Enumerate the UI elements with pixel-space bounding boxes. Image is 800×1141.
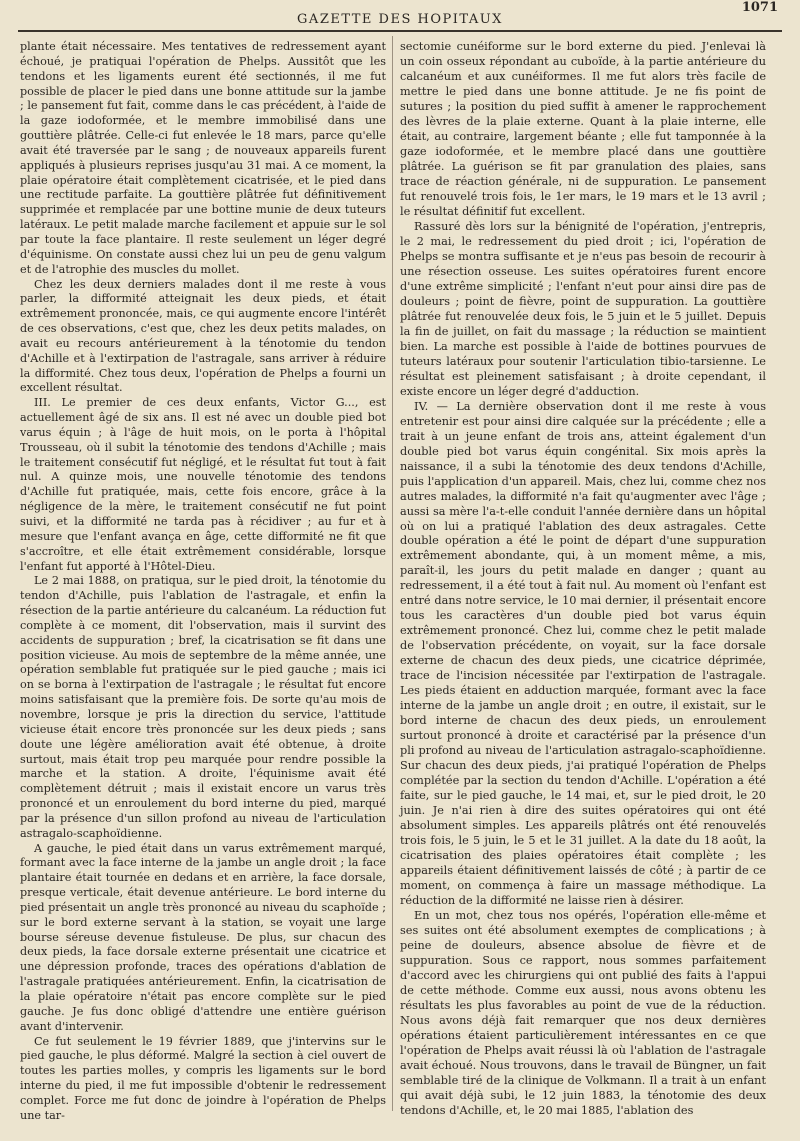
paragraph: Chez les deux derniers malades dont il me reste à vous parler, la difformité atteignait les deux pieds, et était extrêmement prononcée, mais, ce qui augmente encore l'intérêt de ces observations, c'est que, chez les deux petits malades, on avait eu recours antérieurement à la ténotomie du tendon d'Achille et à l'extirpation de l'astragale, sans arriver à réduire la difformité. Chez tous deux, l'opération de Phelps a fourni un excellent résultat. bbox=[20, 277, 386, 395]
left-column bbox=[20, 40, 386, 1124]
header-rule bbox=[18, 30, 782, 32]
column-divider bbox=[392, 36, 393, 1111]
journal-title: GAZETTE DES HOPITAUX bbox=[297, 12, 503, 27]
paragraph: IV. — La dernière observation dont il me reste à vous entretenir est pour ainsi dire calquée sur la précédente ; elle a trait à un jeune enfant de trois ans, atteint également d'un double pied bot varus équin congénital. Six mois après la naissance, il a subi la ténotomie des deux tendons d'Achille, puis l'application d'un appareil. Mais, chez lui, comme chez nos autres malades, la difformité n'a fait qu'augmenter avec l'âge ; aussi sa mère l'a-t-elle conduit l'année dernière dans un hôpital où on lui a pratiqué l'ablation des deux astragales. Cette double opération a été le point de départ d'une suppuration extrêmement abondante, qui, à un moment même, a mis, paraît-il, les jours du petit malade en danger ; quant au redressement, il a été tout à fait nul. Au moment où l'enfant est entré dans notre service, le 10 mai dernier, il présentait encore tous les caractères d'un double pied bot varus équin extrêmement prononcé. Chez lui, comme chez le petit malade de l'observation précédente, on voyait, sur la face dorsale externe de chacun des deux pieds, une cicatrice déprimée, trace de l'incision nécessitée par l'extirpation de l'astragale. Les pieds étaient en adduction marquée, formant avec la face interne de la jambe un angle droit ; en outre, il existait, sur le bord interne de chacun des deux pieds, un enroulement surtout prononcé à droite et caractérisé par la présence d'un pli profond au niveau de l'articulation astragalo-scaphoïdienne. Sur chacun des deux pieds, j'ai pratiqué l'opération de Phelps complétée par la section du tendon d'Achille. L'opération a été faite, sur le pied gauche, le 14 mai, et, sur le pied droit, le 20 juin. Je n'ai rien à dire des suites opératoires qui ont été absolument simples. Les appareils plâtrés ont été renouvelés trois fois, le 5 juin, le 5 et le 31 juillet. A la date du 18 août, la cicatrisation des plaies opératoires était complète ; les appareils étaient définitivement laissés de côté ; à partir de ce moment, on commença à faire un massage méthodique. La réduction de la difformité ne laisse rien à désirer. bbox=[400, 399, 766, 908]
paragraph: III. Le premier de ces deux enfants, Victor G..., est actuellement âgé de six ans. Il est né avec un double pied bot varus équin ; à l'âge de huit mois, on le porta à l'hôpital Trousseau, où il subit la ténotomie des tendons d'Achille ; mais le traitement consécutif fut négligé, et le résultat fut tout à fait nul. A quinze mois, une nouvelle ténotomie des tendons d'Achille fut pratiquée, mais, cette fois encore, grâce à la négligence de la mère, le traitement consécutif ne fut point suivi, et la difformité ne tarda pas à récidiver ; au fur et à mesure que l'enfant avança en âge, cette difformité ne fit que s'accroître, et elle était extrêmement considérable, lorsque l'enfant fut apporté à l'Hôtel-Dieu. bbox=[20, 396, 386, 573]
paragraph: plante était nécessaire. Mes tentatives de redressement ayant échoué, je pratiquai l'opération de Phelps. Aussitôt que les tendons et les ligaments eurent été sectionnés, il me fut possible de placer le pied dans une bonne attitude sur la jambe ; le pansement fut fait, comme dans le cas précédent, à l'aide de la gaze iodoformée, et le membre immobilisé dans une gouttière plâtrée. Celle-ci fut enlevée le 18 mars, parce qu'elle avait été traversée par le sang ; de nouveaux appareils furent appliqués à plusieurs reprises jusqu'au 31 mai. A ce moment, la plaie opératoire était complètement cicatrisée, et le pied dans une rectitude parfaite. La gouttière plâtrée fut définitivement supprimée et remplacée par une bottine munie de deux tuteurs latéraux. Le petit malade marche facilement et appuie sur le sol par toute la face plantaire. Il reste seulement un léger degré d'équinisme. On constate aussi chez lui un peu de genu valgum et de l'atrophie des muscles du mollet. bbox=[20, 40, 386, 276]
paragraph: Le 2 mai 1888, on pratiqua, sur le pied droit, la ténotomie du tendon d'Achille, puis l'ablation de l'astragale, et enfin la résection de la partie antérieure du calcanéum. La réduction fut complète à ce moment, dit l'observation, mais il survint des accidents de suppuration ; bref, la cicatrisation se fit dans une position vicieuse. Au mois de septembre de la même année, une opération semblable fut pratiquée sur le pied gauche ; mais ici on se borna à l'extirpation de l'astragale ; le résultat fut encore moins satisfaisant que la première fois. De sorte qu'au mois de novembre, lorsque je pris la direction du service, l'attitude vicieuse était encore très prononcée sur les deux pieds ; sans doute une légère amélioration avait été obtenue, à droite surtout, mais était trop peu marquée pour rendre possible la marche et la station. A droite, l'équinisme avait été complètement détruit ; mais il existait encore un varus très prononcé et un enroulement du bord interne du pied, marqué par la présence d'un sillon profond au niveau de l'articulation astragalo-scaphoïdienne. bbox=[20, 574, 386, 840]
page-number: 1071 bbox=[741, 0, 778, 15]
paragraph: En un mot, chez tous nos opérés, l'opération elle-même et ses suites ont été absolument exemptes de complications ; à peine de douleurs, absence absolue de fièvre et de suppuration. Sous ce rapport, nous sommes parfaitement d'accord avec les chirurgiens qui ont publié des faits à l'appui de cette méthode. Comme eux aussi, nous avons obtenu les résultats les plus favorables au point de vue de la réduction. Nous avons déjà fait remarquer que nos deux dernières opérations étaient particulièrement intéressantes en ce que l'opération de Phelps avait réussi là où l'ablation de l'astragale avait échoué. Nous trouvons, dans le travail de Büngner, un fait semblable tiré de la clinique de Volkmann. Il a trait à un enfant qui avait déjà subi, le 12 juin 1883, la ténotomie des deux tendons d'Achille, et, le 20 mai 1885, l'ablation des bbox=[400, 909, 766, 1117]
right-column bbox=[400, 40, 766, 1119]
paragraph: Ce fut seulement le 19 février 1889, que j'intervins sur le pied gauche, le plus déformé. Malgré la section à ciel ouvert de toutes les parties molles, y compris les ligaments sur le bord interne du pied, il me fut impossible d'obtenir le redressement complet. Force me fut donc de joindre à l'opération de Phelps une tar- bbox=[20, 1034, 386, 1122]
paragraph: Rassuré dès lors sur la bénignité de l'opération, j'entrepris, le 2 mai, le redressement du pied droit ; ici, l'opération de Phelps se montra suffisante et je n'eus pas besoin de recourir à une résection osseuse. Les suites opératoires furent encore d'une extrême simplicité ; l'enfant n'eut pour ainsi dire pas de douleurs ; point de fièvre, point de suppuration. La gouttière plâtrée fut renouvelée deux fois, le 5 juin et le 5 juillet. Depuis la fin de juillet, on fait du massage ; la réduction se maintient bien. La marche est possible à l'aide de bottines pourvues de tuteurs latéraux pour soutenir l'articulation tibio-tarsienne. Le résultat est pleinement satisfaisant ; à droite cependant, il existe encore un léger degré d'adduction. bbox=[400, 219, 766, 398]
paragraph: sectomie cunéiforme sur le bord externe du pied. J'enlevai là un coin osseux répondant au cuboïde, à la partie antérieure du calcanéum et aux cunéiformes. Il me fut alors très facile de mettre le pied dans une bonne attitude. Je ne fis point de sutures ; la position du pied suffit à amener le rapprochement des lèvres de la plaie externe. Quant à la plaie interne, elle était, au contraire, largement béante ; elle fut tamponnée à la gaze iodoformée, et le membre placé dans une gouttière plâtrée. La guérison se fit par granulation des plaies, sans trace de réaction générale, ni de suppuration. Le pansement fut renouvelé trois fois, le 1er mars, le 19 mars et le 13 avril ; le résultat définitif fut excellent. bbox=[400, 40, 766, 218]
paragraph: A gauche, le pied était dans un varus extrêmement marqué, formant avec la face interne de la jambe un angle droit ; la face plantaire était tournée en dedans et en arrière, la face dorsale, presque verticale, était devenue antérieure. Le bord interne du pied présentait un angle très prononcé au niveau du scaphoïde ; sur le bord externe servant à la station, se voyait une large bourse séreuse devenue fistuleuse. De plus, sur chacun des deux pieds, la face dorsale externe présentait une cicatrice et une dépression profonde, traces des opérations d'ablation de l'astragale pratiquées antérieurement. Enfin, la cicatrisation de la plaie opératoire n'était pas encore complète sur le pied gauche. Je fus donc obligé d'attendre une entière guérison avant d'intervenir. bbox=[20, 841, 386, 1033]
